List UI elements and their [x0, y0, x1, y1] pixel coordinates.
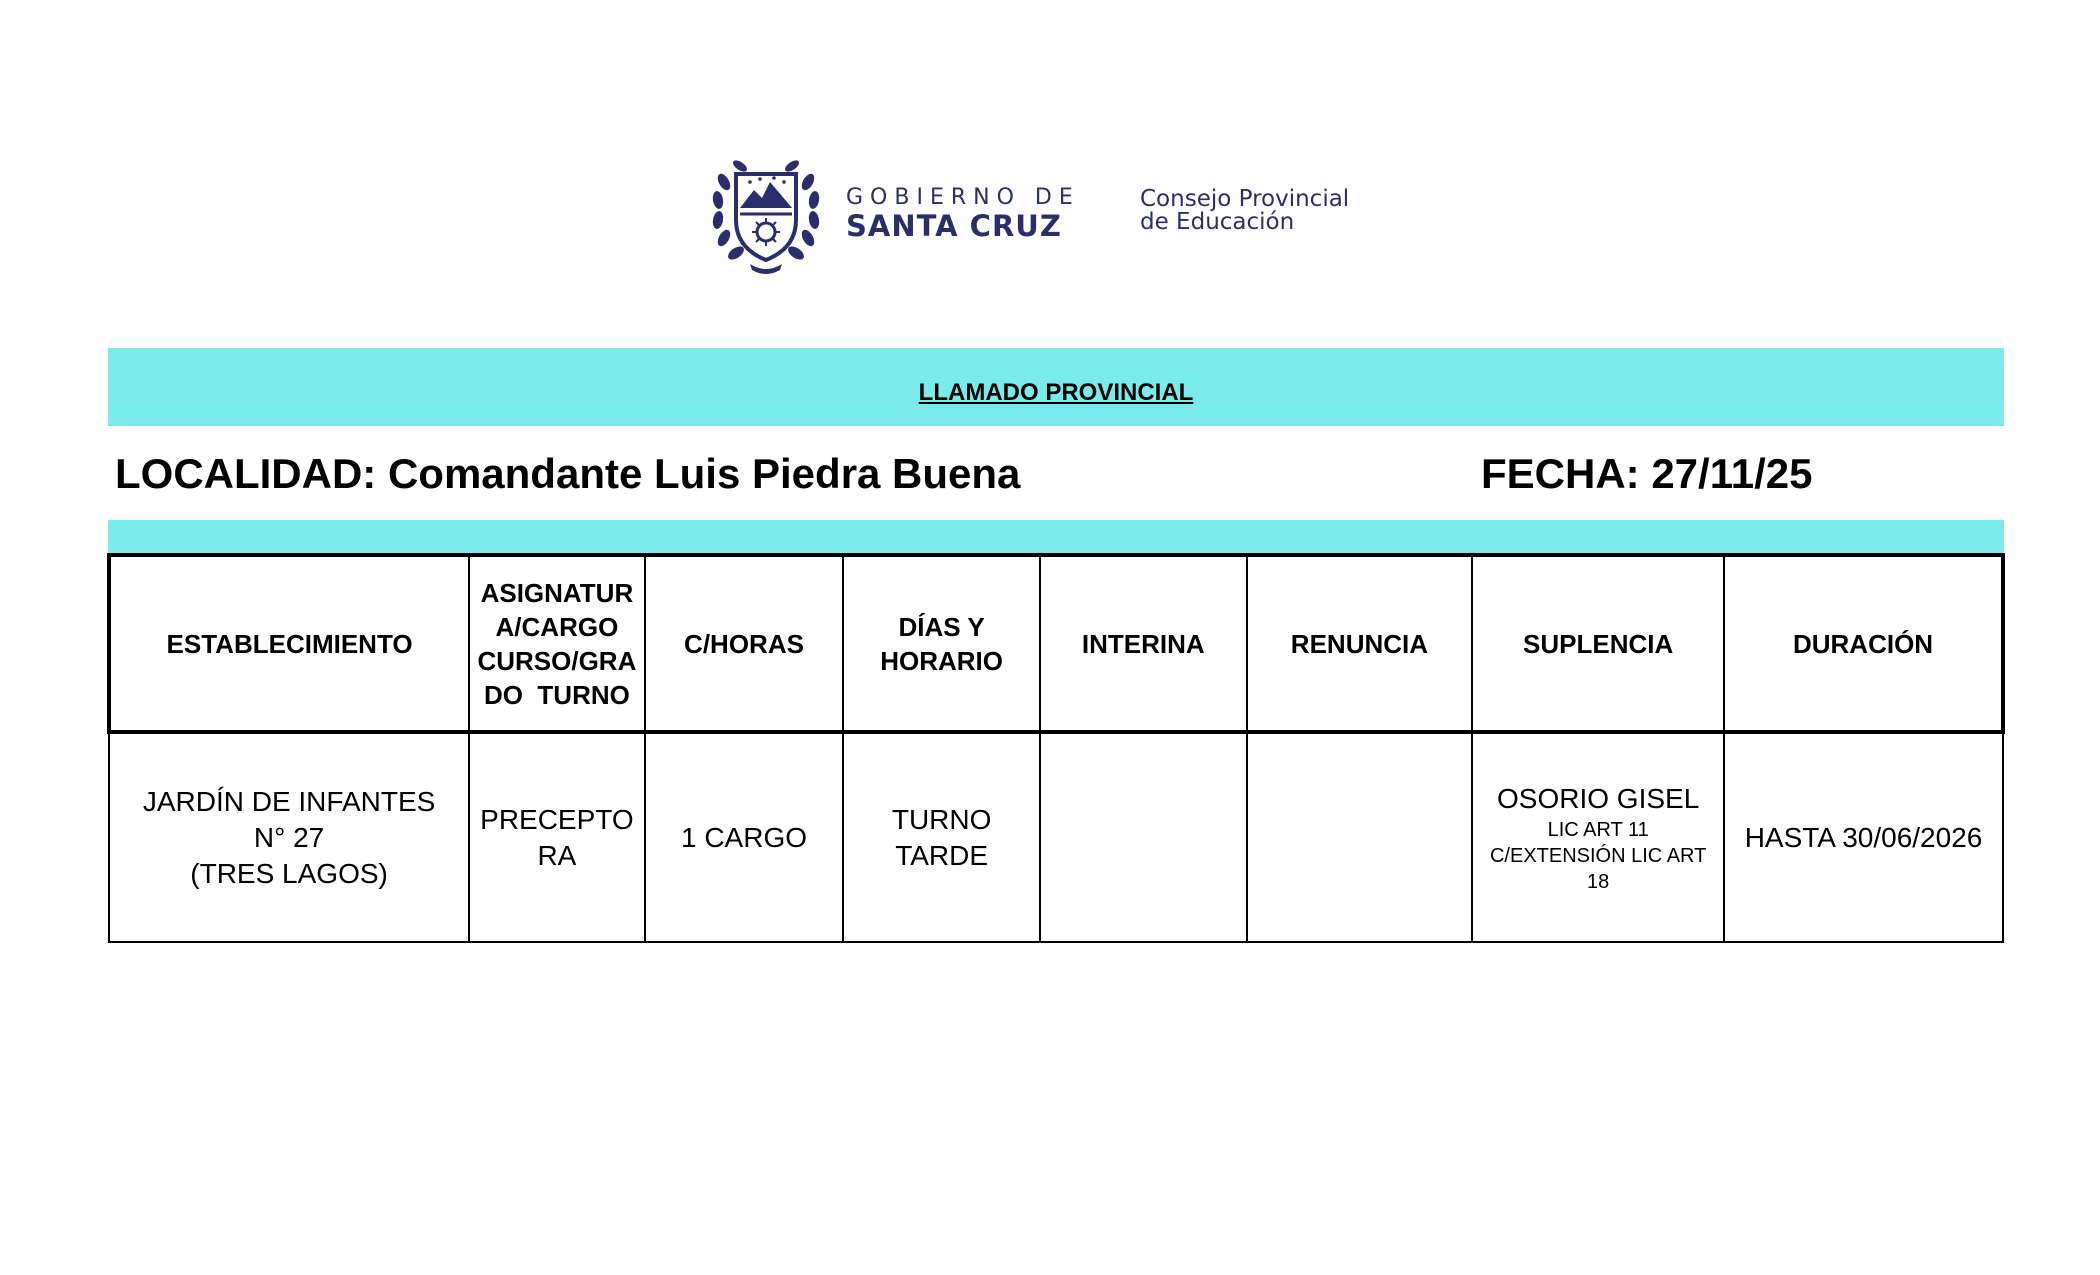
asignatura-line: PRECEPTO — [480, 803, 634, 835]
table-header-row — [109, 555, 2003, 732]
header-logo — [710, 152, 1390, 278]
government-line-1: GOBIERNO DE — [846, 185, 1080, 210]
col-asignatura-line: ASIGNATUR — [480, 577, 634, 608]
separator-band — [108, 520, 2004, 554]
dias-line: TARDE — [895, 839, 989, 871]
col-dias-line: HORARIO — [880, 645, 1003, 676]
cell-horas — [645, 732, 844, 942]
calls-table — [107, 553, 2005, 943]
col-asignatura-line: DO TURNO — [483, 679, 630, 710]
col-suplencia-label: SUPLENCIA — [1523, 628, 1674, 659]
duracion-value: HASTA 30/06/2026 — [1744, 821, 1983, 853]
col-dias-line: DÍAS Y — [898, 611, 985, 642]
col-renuncia-label: RENUNCIA — [1290, 628, 1429, 659]
location-line — [115, 446, 1995, 502]
banner-title: LLAMADO PROVINCIAL — [918, 379, 1194, 406]
col-duracion-label: DURACIÓN — [1792, 628, 1934, 659]
council-line-2: de Educación — [1140, 209, 1295, 235]
suplencia-detail-line: C/EXTENSIÓN LIC ART — [1489, 844, 1707, 867]
col-establecimiento — [109, 555, 469, 732]
asignatura-line: RA — [537, 839, 577, 871]
establecimiento-line: N° 27 — [253, 821, 325, 853]
dias-line: TURNO — [891, 803, 992, 835]
suplencia-detail-line: 18 — [1587, 870, 1610, 893]
cell-interina — [1040, 732, 1247, 942]
col-duracion — [1724, 555, 2003, 732]
cell-asignatura — [469, 732, 645, 942]
col-horas — [645, 555, 844, 732]
cell-establecimiento — [109, 732, 469, 942]
col-interina — [1040, 555, 1247, 732]
cell-duracion — [1724, 732, 2003, 942]
col-suplencia — [1472, 555, 1724, 732]
table-row — [109, 732, 2003, 942]
cell-suplencia — [1472, 732, 1724, 942]
horas-value: 1 CARGO — [680, 821, 808, 853]
council-line-1: Consejo Provincial — [1140, 186, 1350, 212]
suplencia-name: OSORIO GISEL — [1497, 782, 1700, 814]
establecimiento-line: (TRES LAGOS) — [190, 857, 388, 889]
col-establecimiento-label: ESTABLECIMIENTO — [166, 628, 413, 659]
col-interina-label: INTERINA — [1081, 628, 1205, 659]
col-dias — [843, 555, 1040, 732]
date-label: FECHA: 27/11/25 — [1481, 450, 1813, 497]
locality-label: LOCALIDAD: Comandante Luis Piedra Buena — [115, 450, 1021, 497]
council-wordmark — [1140, 188, 1349, 234]
government-line-2: SANTA CRUZ — [846, 209, 1062, 243]
col-asignatura — [469, 555, 645, 732]
col-horas-label: C/HORAS — [684, 628, 804, 659]
col-asignatura-line: A/CARGO — [495, 611, 619, 642]
title-banner — [108, 348, 2004, 426]
cell-renuncia — [1247, 732, 1473, 942]
col-renuncia — [1247, 555, 1473, 732]
cell-dias — [843, 732, 1040, 942]
government-wordmark — [846, 186, 1080, 242]
col-asignatura-line: CURSO/GRA — [477, 645, 637, 676]
establecimiento-line: JARDÍN DE INFANTES — [142, 785, 436, 817]
suplencia-detail-line: LIC ART 11 — [1547, 818, 1649, 841]
santa-cruz-seal-icon — [710, 152, 822, 274]
